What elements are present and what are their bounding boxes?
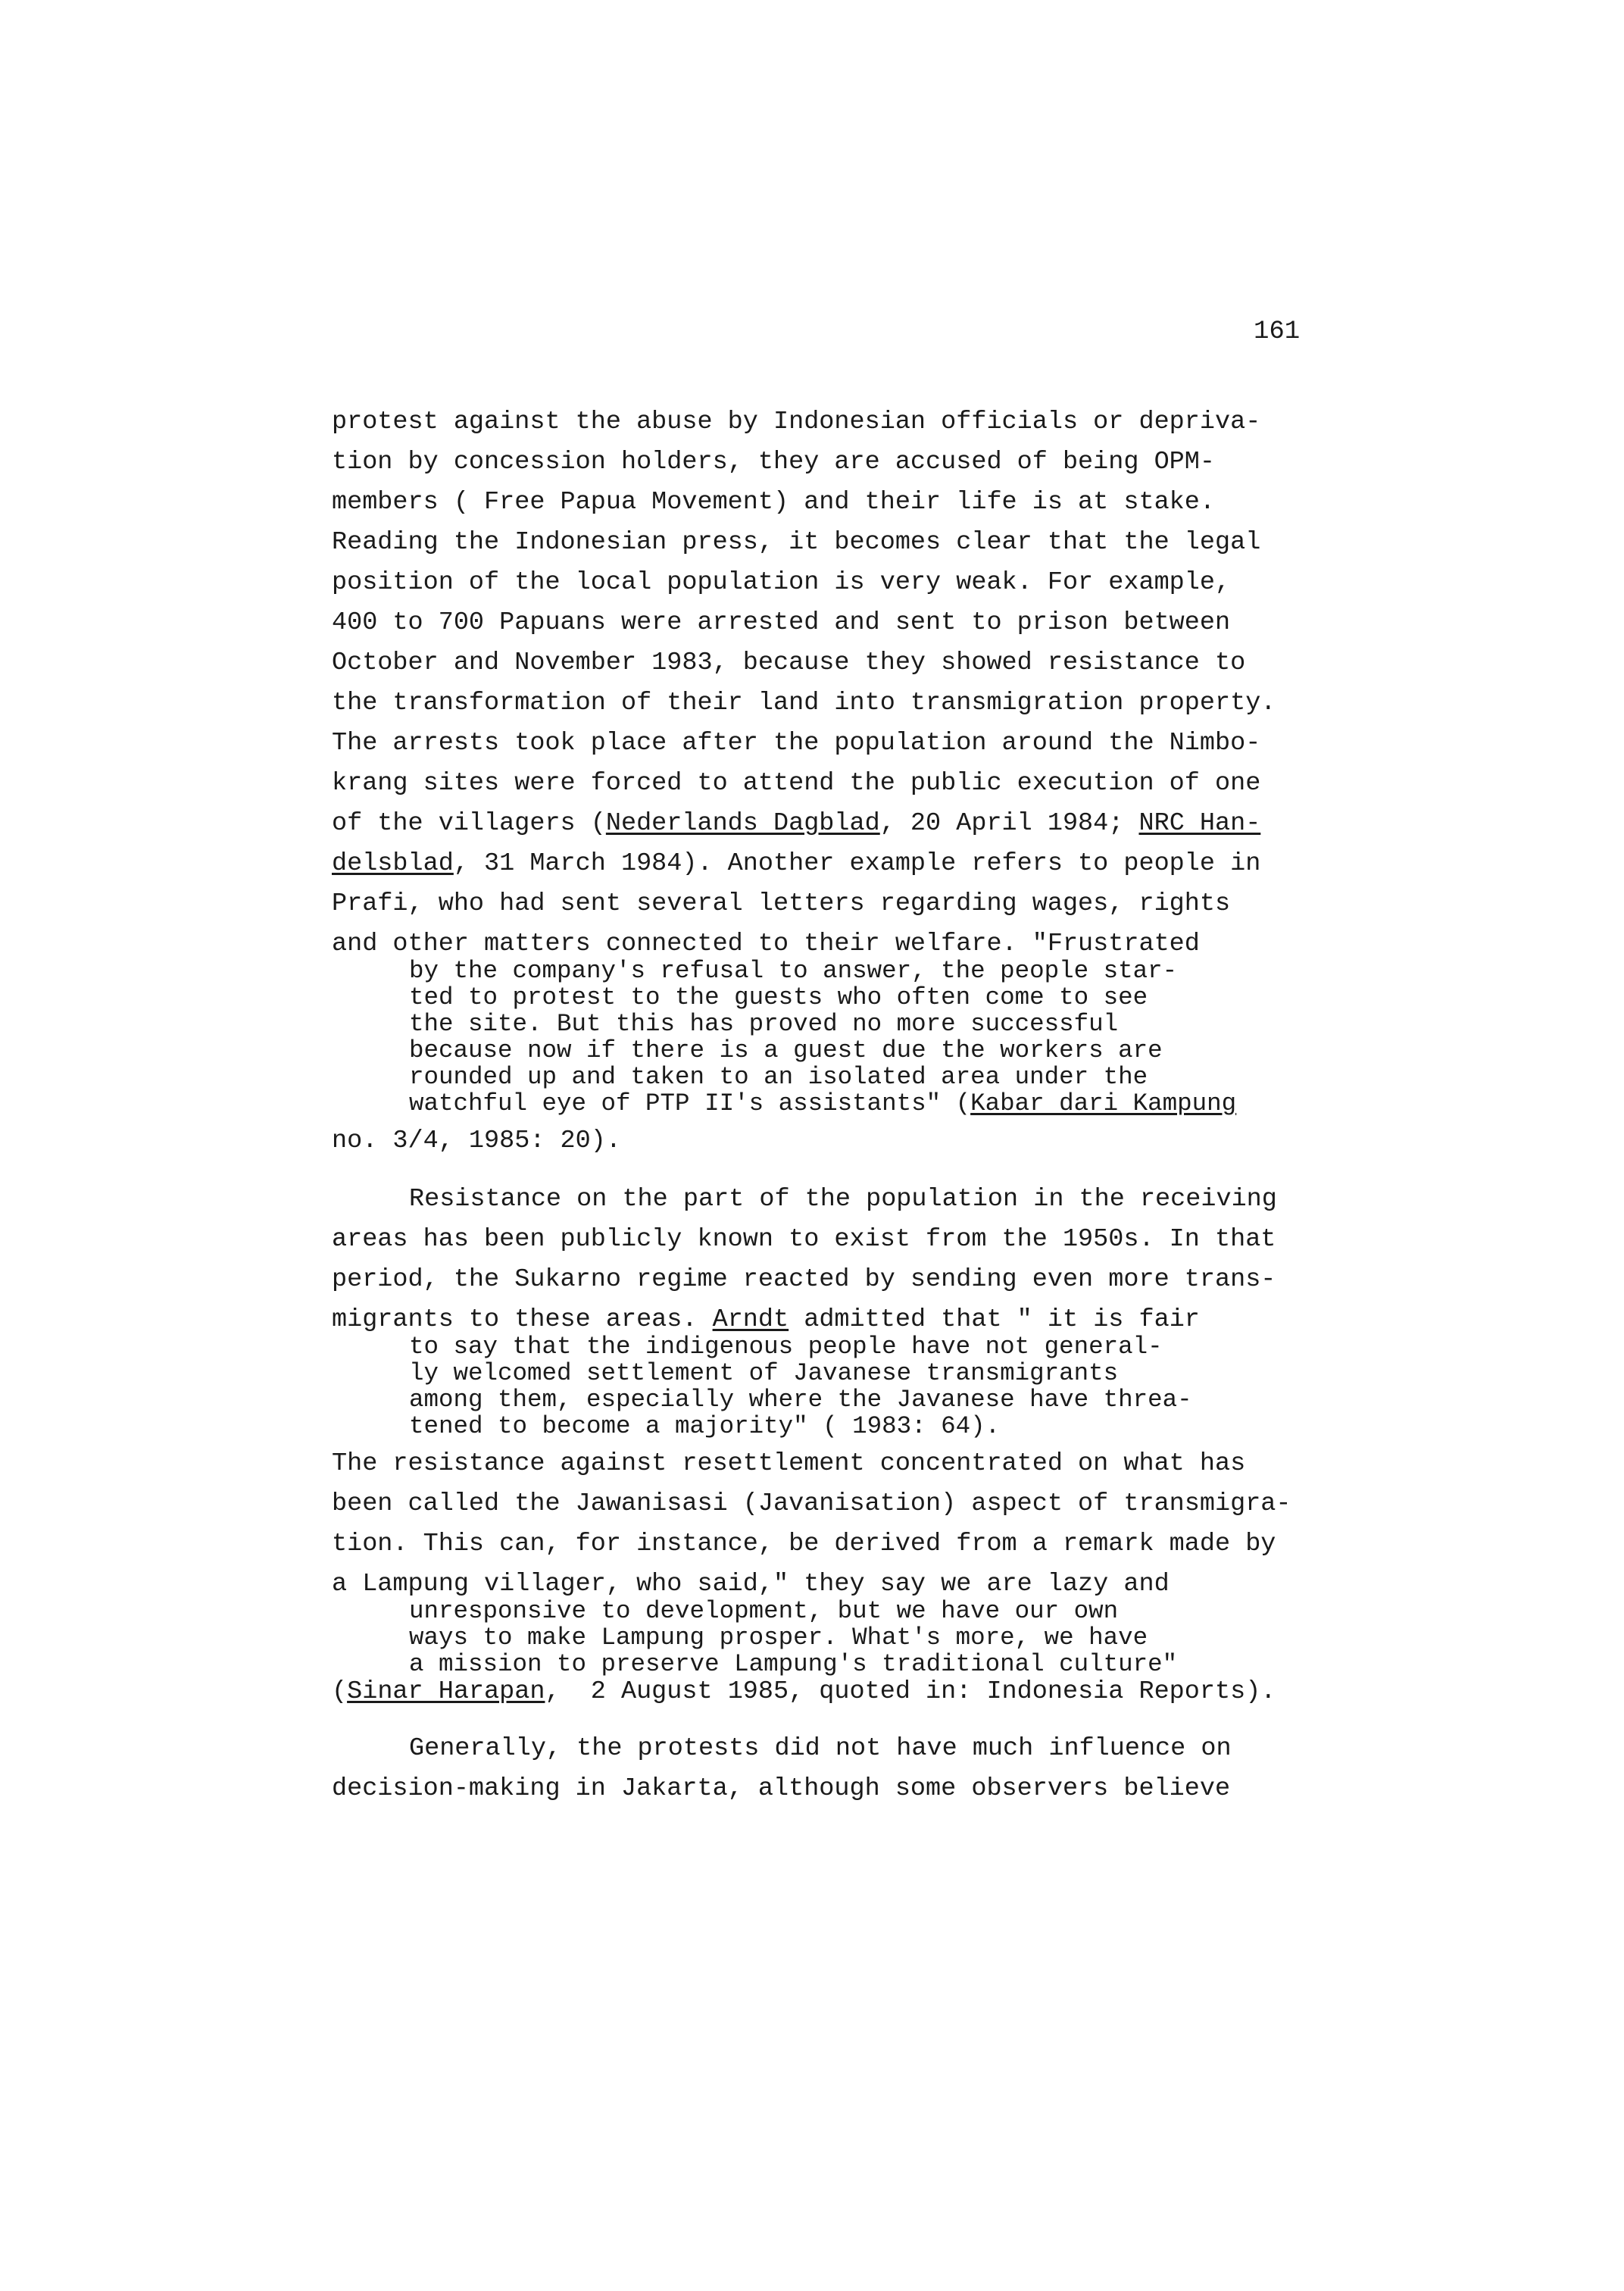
text-line: Resistance on the part of the population in the receiving [409,1185,1277,1214]
text-span: , 2 August 1985, quoted in: Indonesia Reports). [545,1677,1276,1706]
text-line [332,808,1260,839]
citation-title: Sinar Harapan [347,1677,545,1706]
quote-line: because now if there is a guest due the workers are [409,1036,1163,1064]
text-span: of the villagers ( [332,809,606,838]
page-number: 161 [1254,317,1301,346]
text-line: krang sites were forced to attend the public execution of one [332,769,1261,798]
text-line [332,849,1260,879]
text-span: ( [332,1677,348,1706]
text-line: and other matters connected to their welfare. "Frustrated [332,930,1200,958]
quote-line: rounded up and taken to an isolated area under the [409,1063,1148,1091]
text-line: areas has been publicly known to exist from the 1950s. In that [332,1225,1276,1254]
text-line: October and November 1983, because they showed resistance to [332,649,1246,677]
text-span: , 20 April 1984; [879,809,1139,838]
quote-line: tened to become a majority" ( 1983: 64). [409,1412,1001,1440]
quote-line: a mission to preserve Lampung's traditional culture" [409,1650,1178,1678]
quote-line: ways to make Lampung prosper. What's more, we have [409,1624,1148,1652]
text-line: been called the Jawanisasi (Javanisation) aspect of transmigra- [332,1489,1291,1518]
text-line: tion by concession holders, they are accused of being OPM- [332,448,1215,477]
citation-title: delsblad [332,849,454,878]
quote-line: unresponsive to development, but we have our own [409,1597,1119,1625]
citation-title: NRC Han- [1138,809,1261,838]
text-line: position of the local population is very weak. For example, [332,568,1231,597]
text-line: no. 3/4, 1985: 20). [332,1127,621,1155]
text-line: The resistance against resettlement concentrated on what has [332,1449,1246,1478]
text-line: period, the Sukarno regime reacted by sending even more trans- [332,1265,1276,1294]
text-line: 400 to 700 Papuans were arrested and sent to prison between [332,608,1231,637]
text-line: Prafi, who had sent several letters regarding wages, rights [332,889,1231,918]
text-line [332,1305,1200,1335]
quote-line: ted to protest to the guests who often come to see [409,983,1148,1011]
author-name: Arndt [712,1305,789,1334]
text-span: admitted that " it is fair [789,1305,1200,1334]
text-line [332,1677,1276,1707]
quote-line: the site. But this has proved no more successful [409,1010,1119,1038]
quote-line: to say that the indigenous people have not general- [409,1333,1163,1361]
text-line: Generally, the protests did not have much influence on [409,1734,1232,1763]
text-line: members ( Free Papua Movement) and their life is at stake. [332,488,1215,517]
quote-line: ly welcomed settlement of Javanese transmigrants [409,1359,1119,1387]
text-line: Reading the Indonesian press, it becomes clear that the legal [332,528,1261,557]
citation-title: Nederlands Dagblad [605,809,880,838]
quote-line [409,1089,1236,1119]
text-line: the transformation of their land into transmigration property. [332,689,1276,717]
text-line: protest against the abuse by Indonesian officials or depriva- [332,408,1261,436]
text-span: migrants to these areas. [332,1305,713,1334]
citation-title: Kabar dari Kampung [970,1089,1237,1117]
text-span: watchful eye of PTP II's assistants" ( [409,1089,971,1117]
quote-line: by the company's refusal to answer, the people star- [409,957,1178,985]
text-line: a Lampung villager, who said," they say we are lazy and [332,1570,1170,1599]
text-span: , 31 March 1984). Another example refers to people in [453,849,1261,878]
text-line: The arrests took place after the population around the Nimbo- [332,729,1261,758]
text-line: decision-making in Jakarta, although some observers believe [332,1774,1231,1803]
text-line: tion. This can, for instance, be derived from a remark made by [332,1530,1276,1558]
quote-line: among them, especially where the Javanese have threa- [409,1386,1192,1414]
